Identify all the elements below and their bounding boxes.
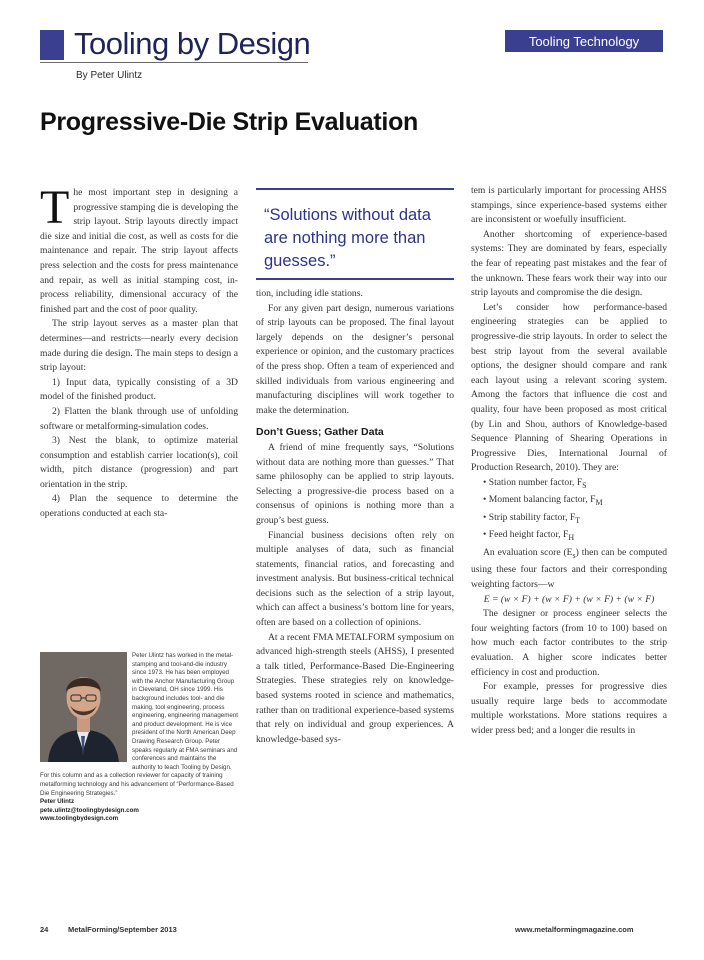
header-divider: [40, 62, 308, 63]
bio-text: Peter Ulintz has worked in the metal-stamping and tool-and-die industry since 1973. He has been employed with the Anchor Manufacturing Group in Cleveland, OH since 1999. His background includes tool- and die making, tool engineering, process engineering, engineering management and product development. He is vice president of the North American Deep Drawing Research Group. Peter speaks regularly at FMA seminars and conferences and maintains the authority to teach Tooling by Design. For this column and as a collection reviewer for capacity of training metalforming technology and his advancement of “Performance-Based Die Engineering Strategies.”: [40, 652, 238, 797]
drop-cap: T: [40, 186, 70, 234]
column-3: [471, 184, 667, 912]
column-title: Tooling by Design: [74, 26, 311, 61]
article-headline: Progressive-Die Strip Evaluation: [40, 108, 419, 136]
list-step: 3) Nest the blank, to optimize material consumption and establish carrier location(s), coil width, pitch distance (progression) and part orientation in the strip.: [40, 435, 238, 490]
pull-quote-rule-top: [256, 188, 454, 190]
bio-email-link[interactable]: pete.ulintz@toolingbydesign.com: [40, 806, 139, 814]
page-number: 24: [40, 925, 49, 934]
body-paragraph: A friend of mine frequently says, “Solutions without data are nothing more than guesses.” That same philosophy can be applied to strip layouts. Selecting a progressive-die process based on a consensus of opinions is nothing more than a group’s best guess.: [256, 441, 454, 526]
column-2: [256, 287, 454, 911]
body-paragraph: Another shortcoming of experience-based systems: They are dominated by fears, especially the fear of repeating past mistakes and the fear of the unknown. These fears work their way into our strip layouts and compromise the die design.: [471, 228, 667, 299]
factor-item: • Station number factor, $F_S$: [483, 476, 587, 490]
body-paragraph: Financial business decisions often rely on multiple analyses of data, such as financial statements, financial ratios, and forecasting and investment analysis. But business-critical technical decisions such as the selection of a strip layout, which can affect a business’s bottom line for years, often are based on a collection of opinions.: [256, 529, 454, 629]
column-1: [40, 186, 238, 634]
section-tag: Tooling Technology: [505, 30, 663, 52]
author-photo: [40, 652, 127, 762]
bio-name: Peter Ulintz: [40, 798, 75, 806]
header-accent-bar: [40, 30, 64, 60]
body-paragraph: The designer or process engineer selects the four weighting factors (from 10 to 100) based on how much each factor contributes to the strip evaluation. A higher score indicates better efficiency in cost and production.: [471, 608, 667, 678]
pull-quote-rule-bottom: [256, 278, 454, 280]
bio-website-link[interactable]: www.toolingbydesign.com: [40, 815, 119, 823]
body-paragraph: At a recent FMA METALFORM symposium on advanced high-strength steels (AHSS), I presented a talk titled, Performance-Based Die-Engineering Strategies. These strategies rely on knowledge-based systems rooted in science and mathematics, rather than on traditional experience-based systems that rely on individual and group experiences. A knowledge-based sys-: [256, 631, 454, 745]
factor-item: • Feed height factor, $F_H$: [483, 529, 575, 543]
list-step: 2) Flatten the blank through use of unfolding software or metalforming-simulation codes.: [40, 405, 238, 432]
body-paragraph: Let’s consider how performance-based engineering strategies can be applied to progressive-die strip layouts. In order to select the best strip layout from the several available options, the designer should compare and rank each layout using a relevant scoring system. Among the factors that influence die cost and quality, four have been proposed as most critical (by Lin and Shou, authors of Knowledge-based Sequence Planning of Shearing Operations in Progressive Dies, International Journal of Production Research, 2010). They are:: [471, 301, 667, 474]
magazine-url[interactable]: www.metalformingmagazine.com: [515, 925, 634, 934]
list-step: 4) Plan the sequence to determine the operations conducted at each sta-: [40, 493, 238, 520]
body-paragraph: tion, including idle stations.: [256, 288, 363, 299]
body-paragraph: The strip layout serves as a master plan that determines—and restricts—nearly every decision made during die design. The main steps to design a strip layout:: [40, 318, 238, 374]
magazine-issue: MetalForming/September 2013: [68, 925, 177, 934]
author-portrait-icon: [40, 652, 127, 762]
score-formula: E = (w × F) + (w × F) + (w × F) + (w × F): [483, 593, 655, 605]
section-subhead: Don’t Guess; Gather Data: [256, 426, 384, 439]
list-step: 1) Input data, typically consisting of a 3D model of the finished product.: [40, 376, 238, 403]
body-paragraph: tem is particularly important for processing AHSS stampings, since experience-based systems either are inconsistent or woefully insufficient.: [471, 185, 667, 226]
factor-item: • Moment balancing factor, $F_M$: [483, 494, 603, 508]
byline: By Peter Ulintz: [76, 70, 143, 81]
body-paragraph: An evaluation score $(E_s)$ then can be computed using these four factors and their corresponding weighting factors—w: [471, 546, 667, 590]
body-paragraph: The most important step in designing a progressive stamping die is developing the strip layout. Strip layouts directly impact die size and initial die cost, as well as costs for die maintenance and repair. The strip layout affects press selection and the costs for press maintenance and repair, as well as initial stamping cost, in-process reliability, dimensional accuracy of the finished part and the cost of poor quality.: [40, 186, 238, 315]
body-paragraph: For any given part design, numerous variations of strip layouts can be proposed. The final layout largely depends on the designer’s personal experience or opinion, and the customary practices of the press shop. Often a team of experienced and skilled individuals from various engineering and manufacturing disciplines will work together to make the determination.: [256, 302, 454, 416]
body-paragraph: For example, presses for progressive dies usually require large beds to accommodate multiple workstations. More stations requires a wider press bed; and a longer die results in: [471, 681, 667, 736]
factor-item: • Strip stability factor, $F_T$: [483, 511, 581, 525]
pull-quote: “Solutions without data are nothing more than guesses.”: [264, 206, 431, 270]
